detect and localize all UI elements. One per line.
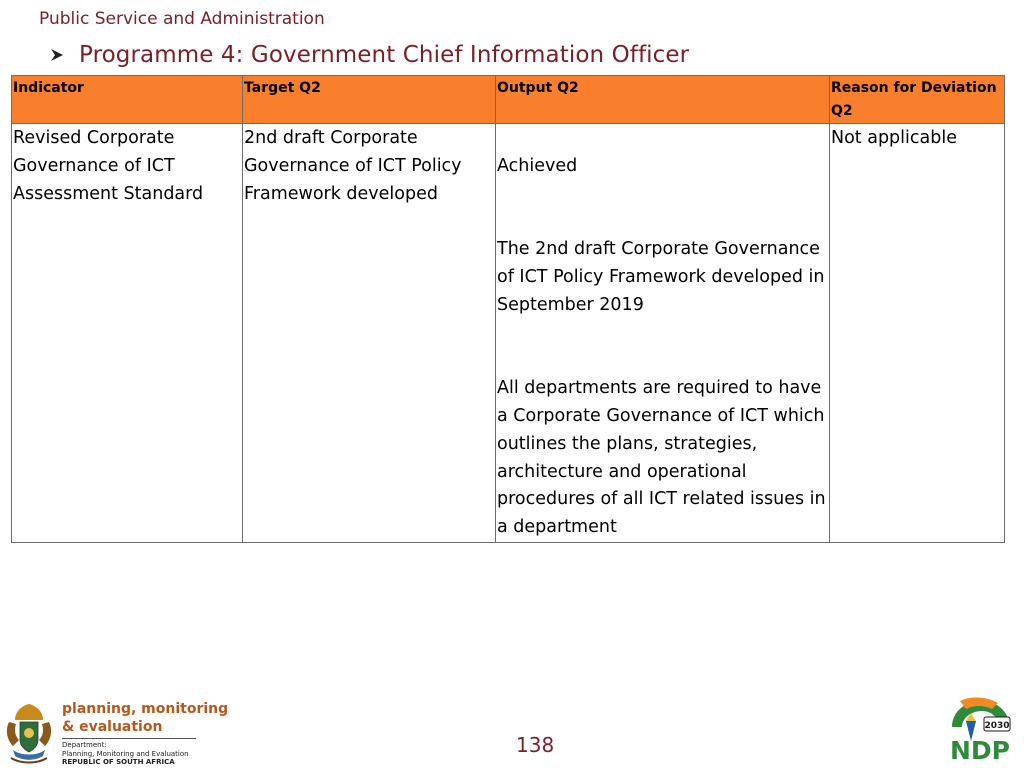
header-indicator: Indicator [12,76,243,124]
cell-target: 2nd draft Corporate Governance of ICT Policy Framework developed [243,124,496,543]
output-status: Achieved [497,155,578,176]
header-reason: Reason for Deviation Q2 [830,76,1005,124]
ndp-text: NDP [950,736,1010,763]
cell-output [496,124,830,543]
dpme-line1: planning, monitoring [62,701,229,717]
cell-indicator: Revised Corporate Governance of ICT Assessment Standard [12,124,243,543]
output-note: All departments are required to have a Corporate Governance of ICT which outlines the plans, strategies, architecture and operational procedures of all ICT related issues in a department [497,378,826,538]
dpme-country: REPUBLIC OF SOUTH AFRICA [62,758,175,766]
dpme-department-label: Department: [62,741,107,749]
coat-of-arms-icon [3,700,55,766]
dpme-department-name: Planning, Monitoring and Evaluation [62,749,189,758]
ndp-2030-logo-icon [946,697,1014,763]
header-target: Target Q2 [243,76,496,124]
title-row [50,42,689,68]
cell-reason: Not applicable [830,124,1005,543]
page-number: 138 [516,733,555,757]
header-output: Output Q2 [496,76,830,124]
table-header-row [12,76,1005,124]
arrow-bullet-icon [50,48,64,62]
output-detail: The 2nd draft Corporate Governance of ICT Policy Framework developed in September 2019 [497,239,825,315]
table-row [12,124,1005,543]
dpme-divider [62,738,196,739]
programme-table [11,75,1005,543]
dpme-logo [62,700,228,767]
dpme-line2: & evaluation [62,719,163,735]
page-title: Programme 4: Government Chief Information Officer [79,42,690,68]
section-label: Public Service and Administration [39,9,325,29]
ndp-year: 2030 [984,721,1010,731]
